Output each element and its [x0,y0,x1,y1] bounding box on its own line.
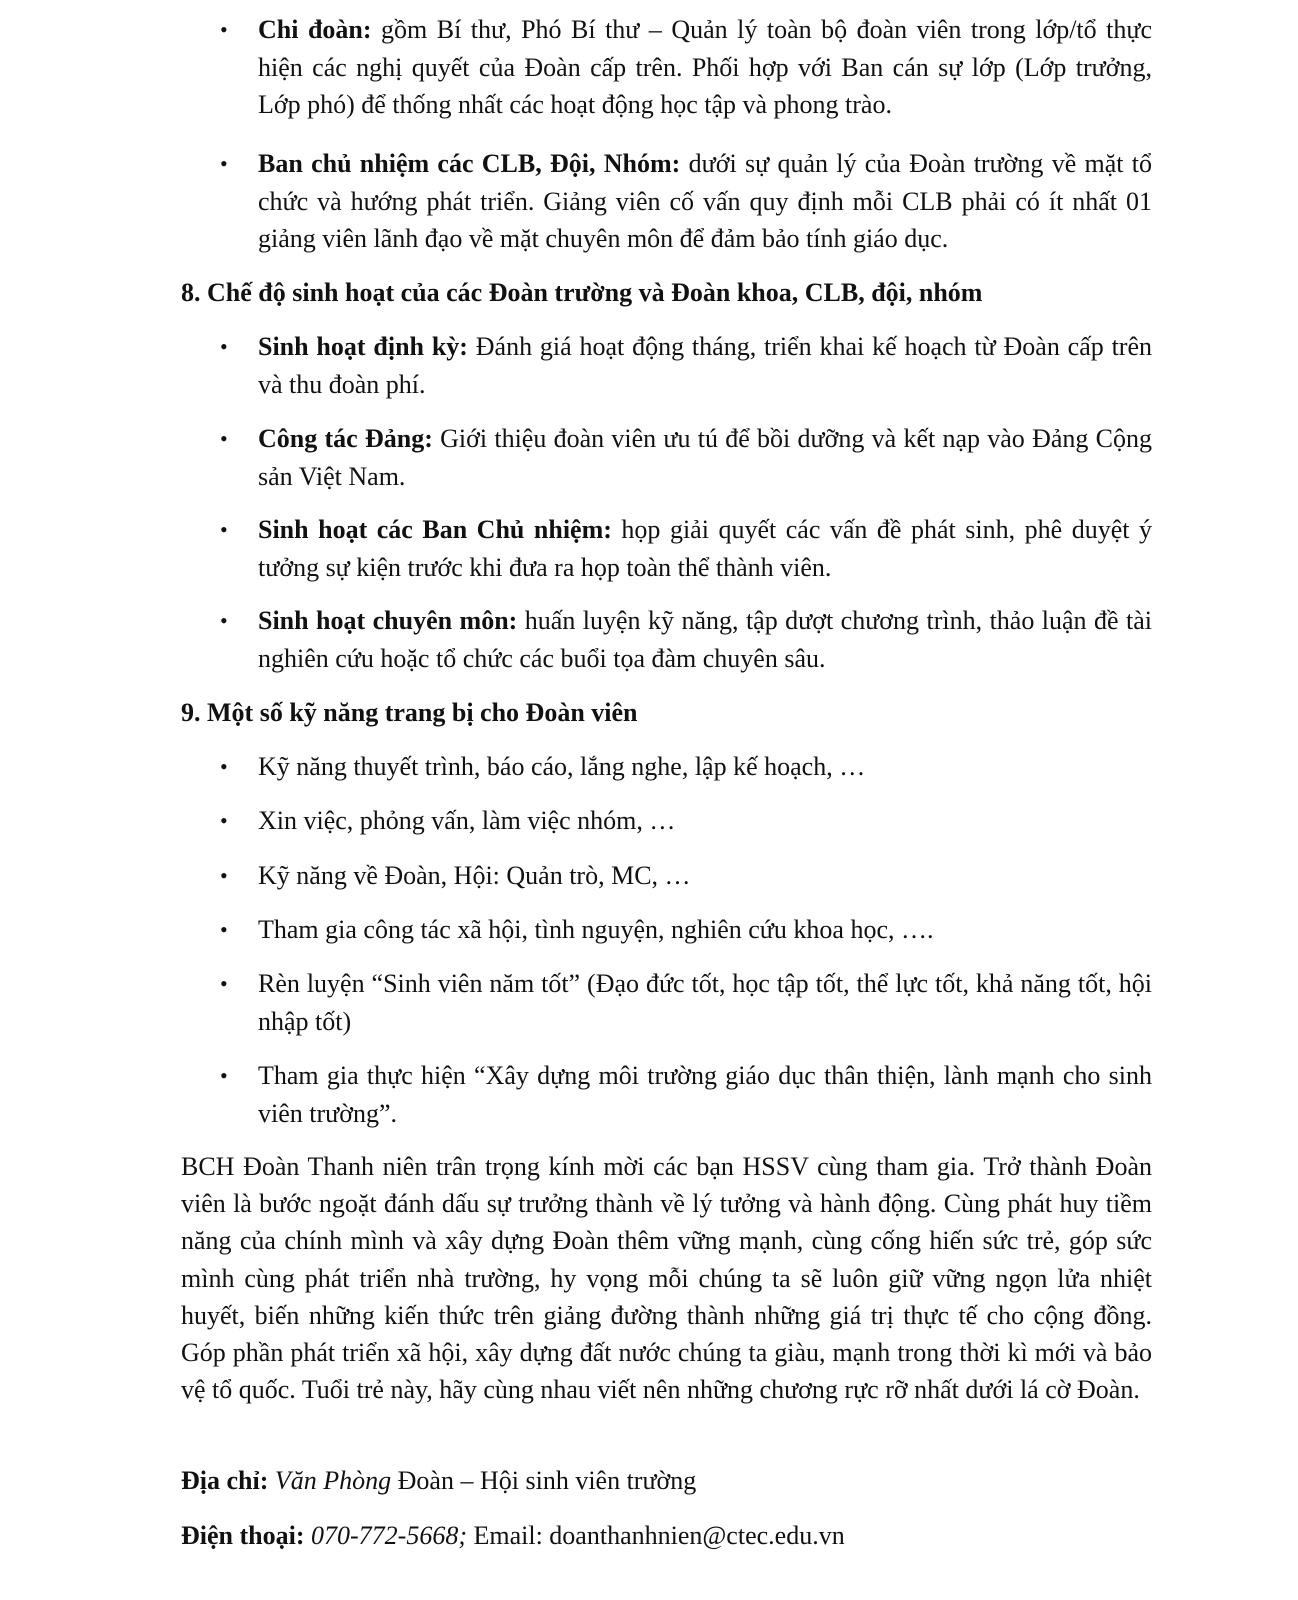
item-label: Ban chủ nhiệm các CLB, Đội, Nhóm: [258,149,681,178]
list-item [220,420,1152,495]
list-item [220,857,1152,895]
item-label: Chi đoàn: [258,15,372,44]
bullet: • [220,808,228,833]
section-heading: 8. Chế độ sinh hoạt của các Đoàn trường và Đoàn khoa, CLB, đội, nhóm [181,278,983,307]
bullet: • [220,334,228,359]
email-text: Email: doanthanhnien@ctec.edu.vn [466,1521,845,1550]
phone-label: Điện thoại: [181,1521,305,1550]
bullet: • [220,917,228,942]
list-item [220,965,1152,1040]
item-text: Tham gia công tác xã hội, tình nguyện, nghiên cứu khoa học, …. [258,915,934,944]
bullet: • [220,754,228,779]
section-heading: 9. Một số kỹ năng trang bị cho Đoàn viên [181,698,638,727]
item-label: Công tác Đảng: [258,424,433,453]
list-item [220,511,1152,586]
list-item [220,602,1152,677]
address-rest: Đoàn – Hội sinh viên trường [391,1466,697,1495]
bullet: • [220,426,228,451]
item-text: Giới thiệu đoàn viên ưu tú để bồi dưỡng và kết nạp vào Đảng Cộng sản Việt Nam. [258,424,1152,491]
list-item [220,748,1152,786]
item-text: Tham gia thực hiện “Xây dựng môi trường giáo dục thân thiện, lành mạnh cho sinh viên trường”. [258,1061,1152,1128]
bullet: • [220,863,228,888]
bullet: • [220,1063,228,1088]
bullet: • [220,517,228,542]
list-item [220,1057,1152,1132]
bullet: • [220,151,228,176]
address-label: Địa chỉ: [181,1466,269,1495]
address-line [181,1462,1152,1500]
item-text: Xin việc, phỏng vấn, làm việc nhóm, … [258,806,676,835]
bullet: • [220,17,228,42]
address-italic: Văn Phòng [274,1466,392,1495]
list-item [220,802,1152,840]
item-text: Đánh giá hoạt động tháng, triển khai kế hoạch từ Đoàn cấp trên và thu đoàn phí. [258,332,1152,399]
closing-paragraph: BCH Đoàn Thanh niên trân trọng kính mời các bạn HSSV cùng tham gia. Trở thành Đoàn viên là bước ngoặt đánh dấu sự trưởng thành về lý tưởng và hành động. Cùng phát huy tiềm năng của chính mình và xây dựng Đoàn thêm vững mạnh, cùng cống hiến sức trẻ, góp sức mình cùng phát triển nhà trường, hy vọng mỗi chúng ta sẽ luôn giữ vững ngọn lửa nhiệt huyết, biến những kiến thức trên giảng đường thành những giá trị thực tế cho cộng đồng. Góp phần phát triển xã hội, xây dựng đất nước chúng ta giàu, mạnh trong thời kì mới và bảo vệ tổ quốc. Tuổi trẻ này, hãy cùng nhau viết nên những chương rực rỡ nhất dưới lá cờ Đoàn. [181,1152,1152,1405]
list-item [220,328,1152,403]
item-label: Sinh hoạt các Ban Chủ nhiệm: [258,515,612,544]
item-text: dưới sự quản lý của Đoàn trường về mặt tổ chức và hướng phát triển. Giảng viên cố vấn quy định mỗi CLB phải có ít nhất 01 giảng viên lãnh đạo về mặt chuyên môn để đảm bảo tính giáo dục. [258,149,1152,253]
phone-line [181,1517,1152,1555]
bullet: • [220,608,228,633]
list-item [220,911,1152,949]
phone-number: 070-772-5668; [304,1521,467,1550]
item-text: gồm Bí thư, Phó Bí thư – Quản lý toàn bộ đoàn viên trong lớp/tổ thực hiện các nghị quyết của Đoàn cấp trên. Phối hợp với Ban cán sự lớp (Lớp trưởng, Lớp phó) để thống nhất các hoạt động học tập và phong trào. [258,15,1152,119]
item-label: Sinh hoạt chuyên môn: [258,606,518,635]
list-item [220,11,1152,124]
item-text: Kỹ năng về Đoàn, Hội: Quản trò, MC, … [258,861,691,890]
list-item [220,145,1152,258]
item-text: Kỹ năng thuyết trình, báo cáo, lắng nghe, lập kế hoạch, … [258,752,866,781]
bullet: • [220,971,228,996]
item-text: huấn luyện kỹ năng, tập dượt chương trình, thảo luận đề tài nghiên cứu hoặc tổ chức các buổi tọa đàm chuyên sâu. [258,606,1152,673]
item-text: Rèn luyện “Sinh viên năm tốt” (Đạo đức tốt, học tập tốt, thể lực tốt, khả năng tốt, hội nhập tốt) [258,969,1152,1036]
item-text: họp giải quyết các vấn đề phát sinh, phê duyệt ý tưởng sự kiện trước khi đưa ra họp toàn thể thành viên. [258,515,1152,582]
item-label: Sinh hoạt định kỳ: [258,332,468,361]
